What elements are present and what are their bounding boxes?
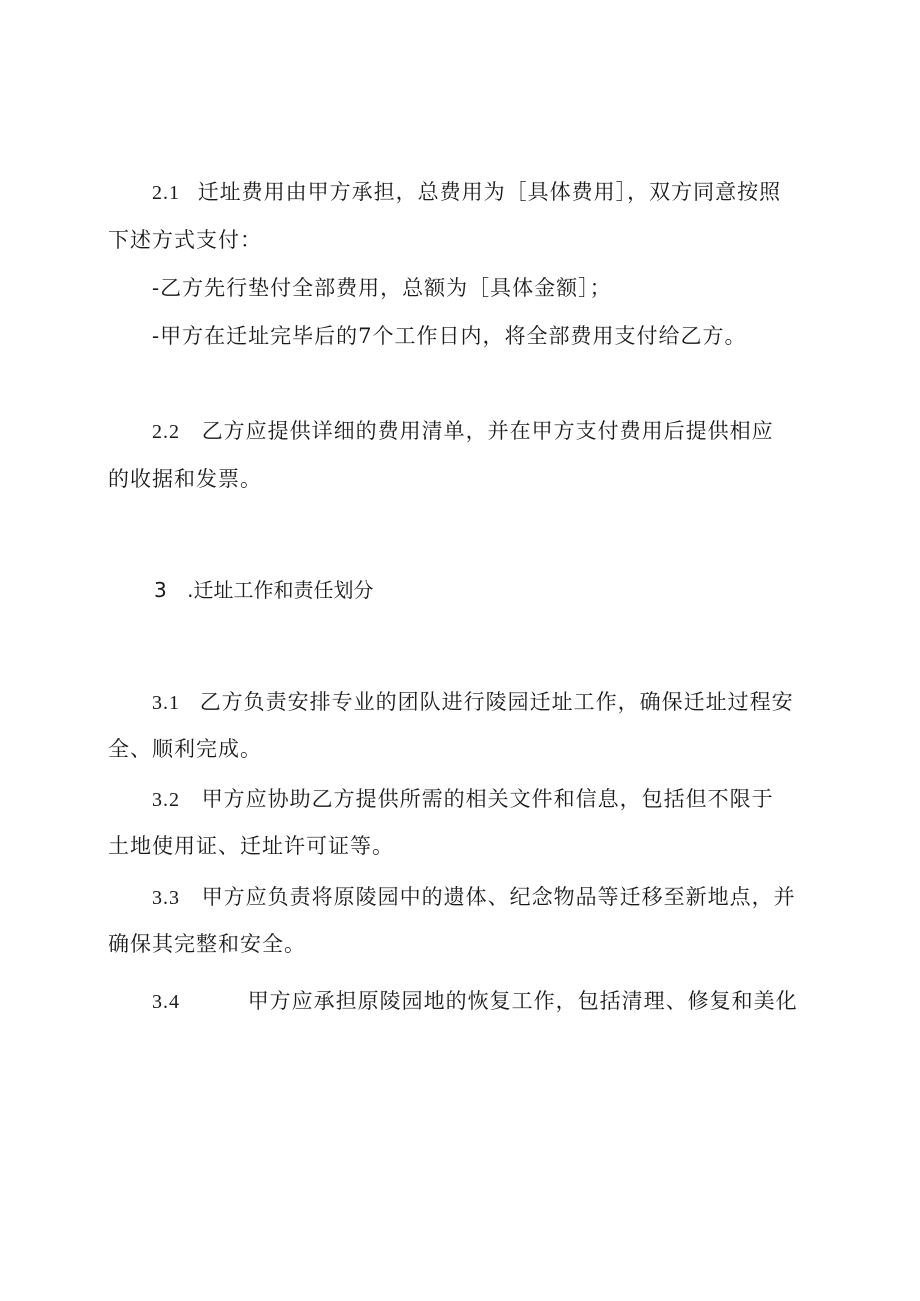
clause-3-2-text: 甲方应协助乙方提供所需的相关文件和信息，包括但不限于 bbox=[201, 787, 774, 811]
clause-2-2-line-1 bbox=[152, 416, 774, 447]
clause-3-4-line-1 bbox=[152, 986, 798, 1017]
clause-3-3-text: 甲方应负责将原陵园中的遗体、纪念物品等迁移至新地点，并 bbox=[201, 885, 796, 909]
clause-2-2-text: 乙方应提供详细的费用清单，并在甲方支付费用后提供相应 bbox=[201, 419, 774, 443]
clause-3-2-line-2: 土地使用证、迁址许可证等。 bbox=[108, 834, 394, 858]
clause-3-3-line-1 bbox=[152, 882, 796, 913]
clause-3-3-line-2: 确保其完整和安全。 bbox=[108, 932, 306, 956]
clause-3-1-number: 3.1 bbox=[152, 692, 180, 714]
clause-3-3-number: 3.3 bbox=[152, 887, 180, 909]
clause-2-2-number: 2.2 bbox=[152, 421, 180, 443]
clause-3-2-number: 3.2 bbox=[152, 789, 180, 811]
bullet-item-1: -乙方先行垫付全部费用，总额为［具体金额］； bbox=[152, 276, 612, 300]
section-3-number: 3 bbox=[154, 578, 167, 602]
clause-2-1-number: 2.1 bbox=[152, 182, 180, 204]
clause-2-1-text: 迁址费用由甲方承担，总费用为［具体费用］，双方同意按照 bbox=[197, 180, 782, 204]
clause-2-1-line-1 bbox=[152, 177, 781, 208]
clause-3-1-line-2: 全、顺利完成。 bbox=[108, 737, 262, 761]
clause-2-1-line-2: 下述方式支付： bbox=[108, 228, 262, 252]
clause-3-1-text: 乙方负责安排专业的团队进行陵园迁址工作，确保迁址过程安 bbox=[199, 690, 794, 714]
clause-3-1-line-1 bbox=[152, 687, 794, 718]
bullet-item-2: -甲方在迁址完毕后的7个工作日内，将全部费用支付给乙方。 bbox=[152, 324, 747, 348]
clause-3-4-number: 3.4 bbox=[152, 991, 180, 1013]
clause-3-4-text: 甲方应承担原陵园地的恢复工作，包括清理、修复和美化 bbox=[247, 989, 798, 1013]
clause-2-2-line-2: 的收据和发票。 bbox=[108, 467, 262, 491]
clause-3-2-line-1 bbox=[152, 784, 774, 815]
section-3-heading bbox=[154, 575, 373, 605]
section-3-title: .迁址工作和责任划分 bbox=[187, 578, 374, 602]
